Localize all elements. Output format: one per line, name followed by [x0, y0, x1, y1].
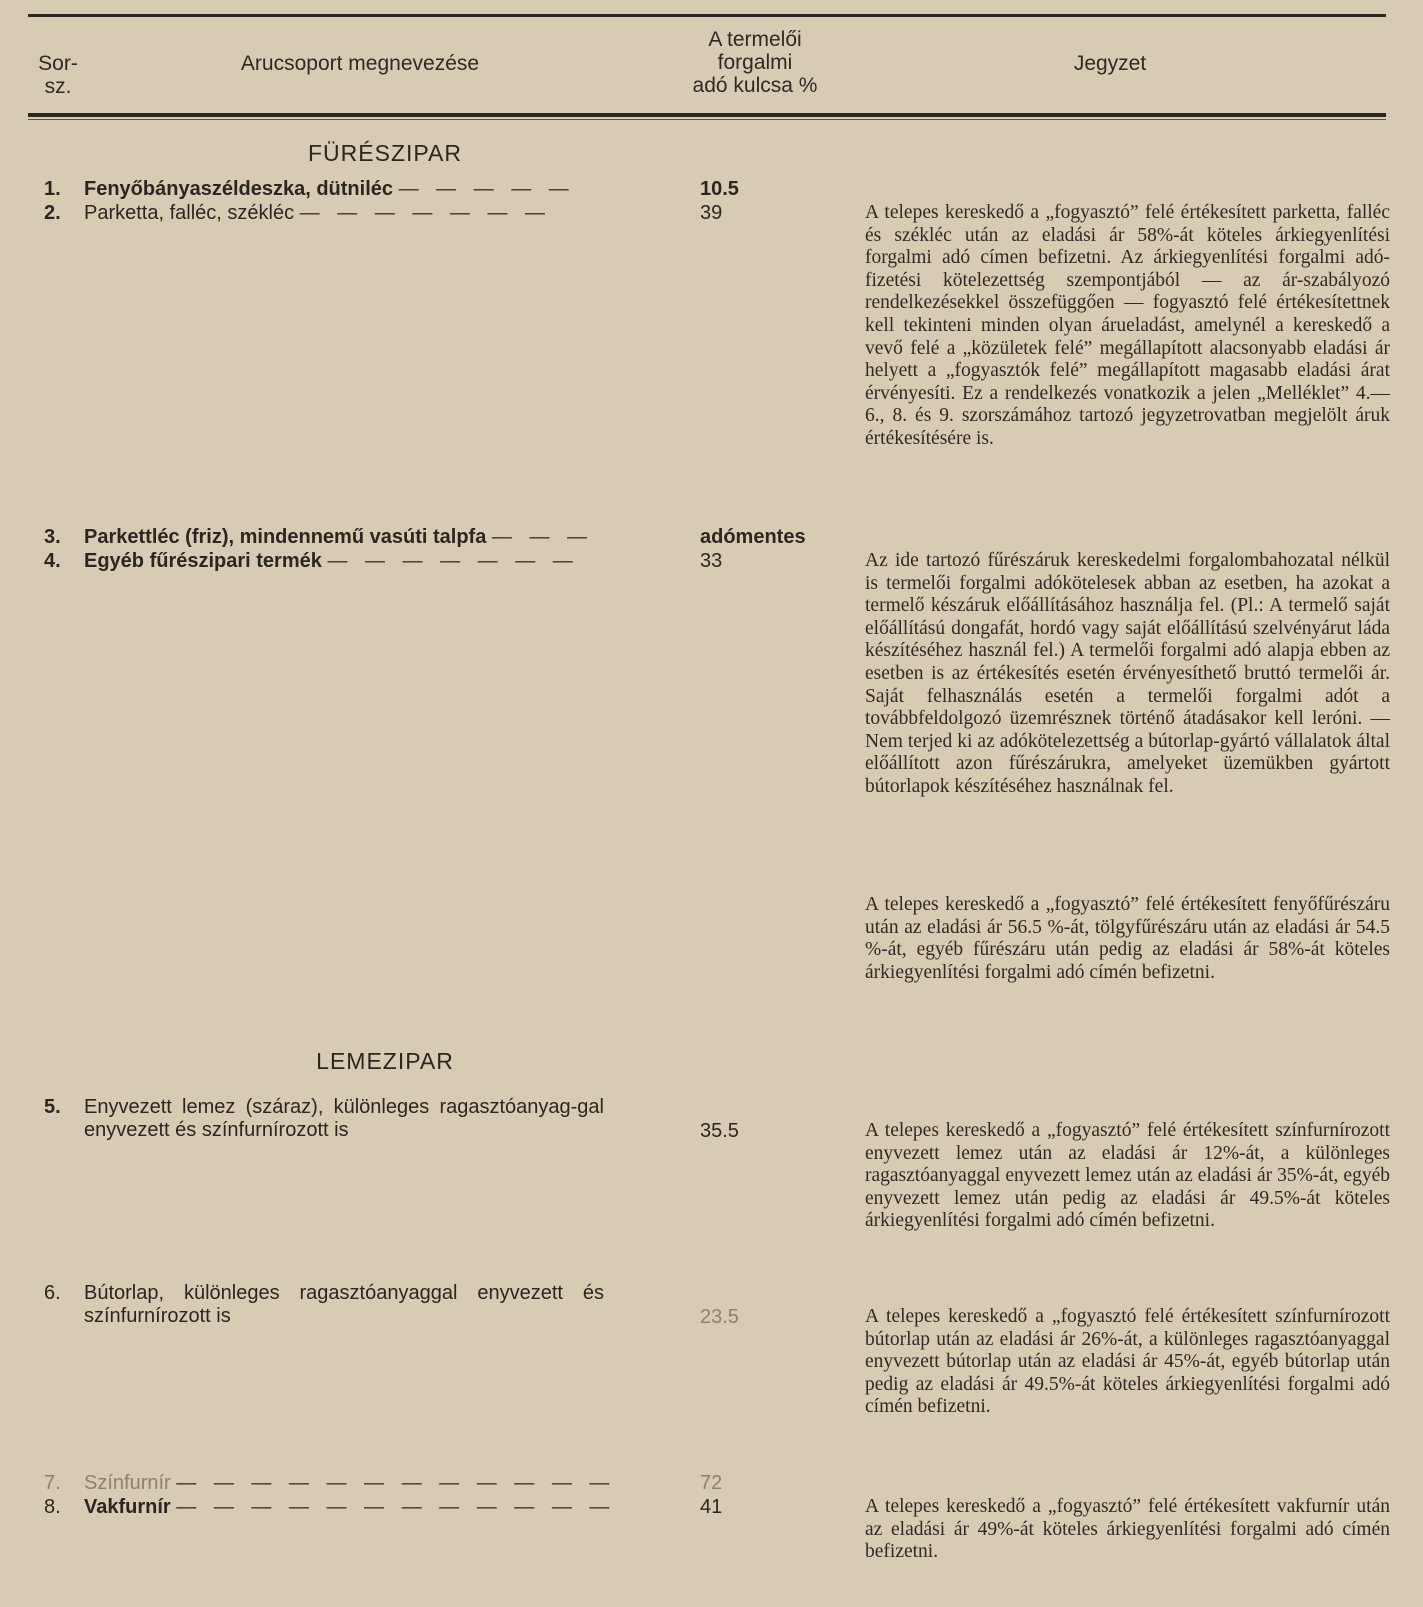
header-sor: Sor- sz.	[38, 52, 78, 98]
header-rule-thin	[28, 119, 1386, 120]
note-5: A telepes kereskedő a „fogyasztó” felé értékesített színfurnírozott enyvezett lemez után az eladási ár 12%-át, a különleges ragasztóanyaggal enyvezett lemez után az eladási ár 35%-át, egyéb enyvezett lemez után pedig az eladási ár 49.5%-át köteles árkiegyenlítési forgalmi adó címén befizetni.	[865, 1120, 1390, 1232]
item-number: 7.	[44, 1472, 61, 1494]
item-name: Bútorlap, különleges ragasztóanyaggal enyvezett és színfurnírozott is	[84, 1282, 604, 1327]
item-rate: adómentes	[700, 526, 806, 548]
note-4a: Az ide tartozó fűrészáruk kereskedelmi forgalombahozatal nélkül is termelői forgalmi adókötelesek abban az esetben, ha azokat a termelő készáruk előállításához használja fel. (Pl.: A termelő saját előállítású dongafát, hordó vagy saját előállítású szelvényárut láda készítéséhez használ fel.) A termelői forgalmi adó alapja ebben az esetben is az értékesítés esetén érvényesíthető bruttó termelői ár. Saját felhasználás esetén a termelői forgalmi adót a továbbfeldolgozó üzemrésznek történő átadásakor kell leróni. — Nem terjed ki az adókötelezettség a bútorlap-gyártó vállalatok által előállított azon fűrészárukra, amelyeket üzemükben gyártott bútorlapok készítéséhez használnak fel.	[865, 550, 1390, 797]
note-2: A telepes kereskedő a „fogyasztó” felé értékesített parketta, falléc és székléc után az eladási ár 58%-át köteles árkiegyenlítési forgalmi adó címen befizetni. Az árkiegyenlítési forgalmi adó-fizetési kötelezettség szempontjából — az ár-szabályozó rendelkezésekkel összefüggően — fogyasztó felé értékesítettnek kell tekinteni minden olyan árueladást, amelynél a kereskedő a vevő felé a „közületek felé” megállapított alacsonyabb eladási ár helyett a „fogyasztók felé” megállapított magasabb eladási árat érvényesíti. Ez a rendelkezés vonatkozik a jelen „Melléklet” 4.—6., 8. és 9. szorszámához tartozó jegyzetrovatban megjelölt áruk értékesítésére is.	[865, 202, 1390, 449]
header-rule	[28, 113, 1386, 117]
item-number: 5.	[44, 1096, 61, 1118]
item-rate: 72	[700, 1472, 723, 1494]
section-fureszipar: FÜRÉSZIPAR	[308, 140, 462, 166]
note-4b: A telepes kereskedő a „fogyasztó” felé értékesített fenyőfűrészáru után az eladási ár 56.5 %-át, tölgyfűrészáru után az eladási ár 54.5 %-át, egyéb fűrészáru után pedig az eladási ár 58%-át köteles árkiegyenlítési forgalmi adó címén befizetni.	[865, 894, 1390, 983]
item-rate: 41	[700, 1496, 723, 1518]
header-jegyzet: Jegyzet	[1073, 52, 1147, 75]
item-number: 2.	[44, 202, 61, 224]
note-8: A telepes kereskedő a „fogyasztó” felé értékesített vakfurnír után az eladási ár 49%-át köteles árkiegyenlítési forgalmi adó címén befizetni.	[865, 1496, 1390, 1563]
item-rate: 33	[700, 550, 723, 572]
item-name: Parkettléc (friz), mindennemű vasúti talpfa	[84, 526, 487, 548]
item-number: 3.	[44, 526, 61, 548]
item-number: 6.	[44, 1282, 61, 1304]
note-6: A telepes kereskedő a „fogyasztó felé értékesített színfurnírozott bútorlap után az eladási ár 26%-át, a különleges ragasztóanyaggal enyvezett bútorlap után az eladási ár 45%-át, egyéb bútorlap után pedig az eladási ár 49.5%-át köteles árkiegyenlítési forgalmi adó címén befizetni.	[865, 1306, 1390, 1418]
header-ado-kulcs: A termelői forgalmi adó kulcsa %	[692, 28, 818, 97]
item-name: Fenyőbányaszéldeszka, dütniléc	[84, 178, 393, 200]
document-page: Sor- sz. Arucsoport megnevezése A termelői forgalmi adó kulcsa % Jegyzet FÜRÉSZIPAR 1. Fenyőbányaszéldeszka, dütniléc — — — — — 10.5 2. Parketta, falléc, székléc — — — — — — — 39 A telepes kereskedő a „fogyasztó” felé értékesített parketta, falléc és székléc után az eladási ár 58%-át köteles árkiegyenlítési forgalmi adó címen befizetni. Az árkiegyenlítési forgalmi adó-fizetési kötelezettség szempontjából — az ár-szabályozó rendelkezésekkel összefüggően — fogyasztó felé értékesítettnek kell tekinteni minden olyan árueladást, amelynél a kereskedő a vevő felé a „közületek felé” megállapított alacsonyabb eladási ár helyett a „fogyasztók felé” megállapított magasabb eladási árat érvényesíti. Ez a rendelkezés vonatkozik a jelen „Melléklet” 4.—6., 8. és 9. szorszámához tartozó jegyzetrovatban megjelölt áruk értékesítésére is. 3. Parkettléc (friz), mindennemű vasúti talpfa — — — adómentes 4. Egyéb fűrészipari termék — — — — — — — 33 Az ide tartozó fűrészáruk kereskedelmi forgalombahozatal nélkül is termelői forgalmi adókötelesek abban az esetben, ha azokat a termelő készáruk előállításához használja fel. (Pl.: A termelő saját előállítású dongafát, hordó vagy saját előállítású szelvényárut láda készítéséhez használ fel.) A termelői forgalmi adó alapja ebben az esetben is az értékesítés esetén érvényesíthető bruttó termelői ár. Saját felhasználás esetén a termelői forgalmi adót a továbbfeldolgozó üzemrésznek történő átadásakor kell leróni. — Nem terjed ki az adókötelezettség a bútorlap-gyártó vállalatok által előállított azon fűrészárukra, amelyeket üzemükben gyártott bútorlapok készítéséhez használnak fel. A telepes kereskedő a „fogyasztó” felé értékesített fenyőfűrészáru után az eladási ár 56.5 %-át, tölgyfűrészáru után az eladási ár 54.5 %-át, egyéb fűrészáru után pedig az eladási ár 58%-át köteles árkiegyenlítési forgalmi adó címén befizetni. LEMEZIPAR 5. Enyvezett lemez (száraz), különleges ragasztóanyag-gal enyvezett és színfurnírozott is 35.5 A telepes kereskedő a „fogyasztó” felé értékesített színfurnírozott enyvezett lemez után az eladási ár 12%-át, a különleges ragasztóanyaggal enyvezett lemez után az eladási ár 35%-át, egyéb enyvezett lemez után pedig az eladási ár 49.5%-át köteles árkiegyenlítési forgalmi adó címén befizetni. 6. Bútorlap, különleges ragasztóanyaggal enyvezett és színfurnírozott is 23.5 A telepes kereskedő a „fogyasztó felé értékesített színfurnírozott bútorlap után az eladási ár 26%-át, a különleges ragasztóanyaggal enyvezett bútorlap után az eladási ár 45%-át, egyéb bútorlap után pedig az eladási ár 49.5%-át köteles árkiegyenlítési forgalmi adó címén befizetni. 7. Színfurnír — — — — — — — — — — — — 72 8. Vakfurnír — — — — — — — — — — — — 41 A telepes kereskedő a „fogyasztó” felé értékesített vakfurnír után az eladási ár 49%-át köteles árkiegyenlítési forgalmi adó címén befizetni.	[0, 0, 1423, 1607]
item-rate: 10.5	[700, 178, 739, 200]
item-name: Egyéb fűrészipari termék	[84, 550, 322, 572]
item-rate: 23.5	[700, 1306, 739, 1328]
item-name: Enyvezett lemez (száraz), különleges ragasztóanyag-gal enyvezett és színfurnírozott is	[84, 1096, 604, 1141]
item-rate: 39	[700, 202, 723, 224]
item-number: 8.	[44, 1496, 61, 1518]
header-arucsoport: Arucsoport megnevezése	[240, 52, 480, 75]
top-rule	[28, 14, 1386, 17]
section-lemezipar: LEMEZIPAR	[316, 1048, 454, 1074]
item-rate: 35.5	[700, 1120, 739, 1142]
item-name: Színfurnír	[84, 1472, 171, 1494]
item-number: 4.	[44, 550, 61, 572]
item-number: 1.	[44, 178, 61, 200]
item-name: Parketta, falléc, székléc	[84, 202, 295, 224]
item-name: Vakfurnír	[84, 1496, 171, 1518]
